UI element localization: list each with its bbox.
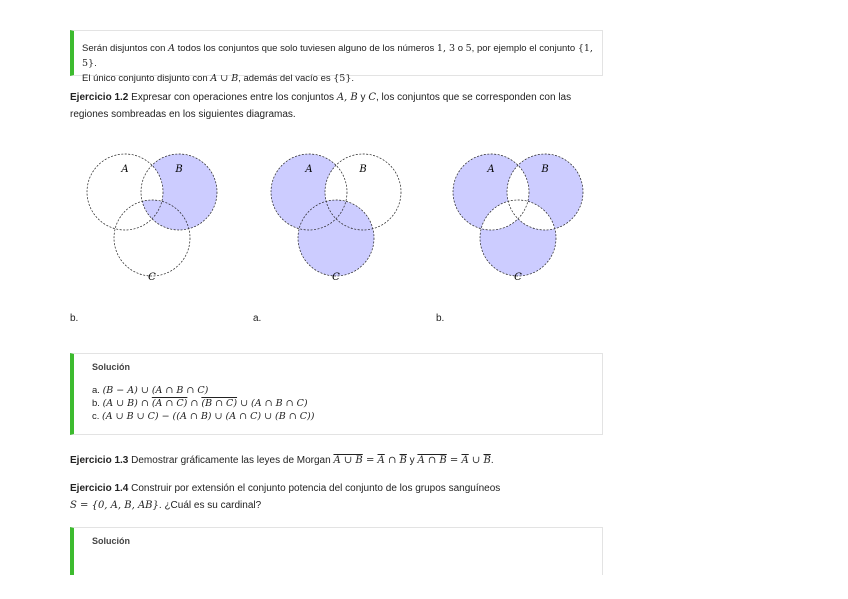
- label-b: B: [175, 164, 183, 175]
- math-overline: (B ∩ C): [201, 398, 238, 409]
- exercise-label: Ejercicio 1.3: [70, 455, 129, 466]
- solution-title: Solución: [92, 536, 130, 546]
- math: A, B: [336, 92, 358, 103]
- math: (A ∪ B) ∩: [102, 398, 152, 409]
- text: El único conjunto disjunto con: [82, 73, 211, 84]
- diagram-caption-2: a.: [253, 313, 262, 324]
- solution-box-2: [70, 527, 603, 575]
- exercise-label: Ejercicio 1.2: [70, 92, 129, 103]
- math-overline: (A ∩ C): [151, 398, 188, 409]
- text: , los conjuntos que se corresponden con las: [375, 92, 572, 103]
- solution-item-b: [92, 397, 314, 410]
- text: Expresar con operaciones entre los conjuntos: [128, 92, 337, 103]
- answer-box: [70, 30, 603, 84]
- label-c: C: [332, 272, 340, 283]
- answer-line-1: [82, 41, 594, 71]
- math-overline: $\overline{B}$: [483, 455, 491, 466]
- text: Demostrar gráficamente las leyes de Morgan: [128, 455, 334, 466]
- math: {5}: [333, 73, 352, 84]
- math: ∩: [384, 455, 400, 466]
- venn-diagram-2: [266, 150, 411, 290]
- math: =: [446, 455, 462, 466]
- text: .: [490, 455, 494, 466]
- item-prefix: c.: [92, 411, 103, 422]
- math-overline: $\overline{A}$: [461, 455, 469, 466]
- math-overline: $\overline{A}$: [377, 455, 385, 466]
- item-prefix: a.: [92, 385, 103, 396]
- math-overline: A ∩ B: [417, 455, 447, 466]
- text: .: [94, 58, 97, 69]
- math: C: [368, 92, 376, 103]
- math: {1, 5}: [82, 43, 593, 69]
- text: y: [357, 92, 369, 103]
- text: , por ejemplo el conjunto: [471, 43, 578, 54]
- venn-diagram-1: [82, 150, 227, 290]
- solution-item-a: [92, 384, 314, 397]
- answer-line-2: [82, 71, 594, 86]
- math: ∪ (A ∩ B ∩ C): [237, 398, 308, 409]
- venn-diagram-3: [448, 150, 593, 290]
- text: , además del vacío es: [238, 73, 334, 84]
- label-b: B: [541, 164, 549, 175]
- math: A ∪ B: [210, 73, 239, 84]
- solution-box-1: [70, 353, 603, 435]
- region-exactly-one: [453, 154, 583, 276]
- text: todos los conjuntos que solo tuviesen alguno de los números: [174, 43, 437, 54]
- exercise-1-4: [70, 480, 610, 514]
- math-overline: $\overline{B}$: [399, 455, 407, 466]
- math: S = {0, A, B, AB}: [70, 500, 159, 511]
- math: 5: [465, 43, 472, 54]
- text: o: [455, 43, 466, 54]
- math: (B − A) ∪ (A ∩ B ∩ C): [102, 385, 209, 396]
- math: =: [362, 455, 378, 466]
- text: y: [406, 455, 418, 466]
- math-overline: A ∪ B: [333, 455, 363, 466]
- math: ∪: [468, 455, 484, 466]
- label-c: C: [148, 272, 156, 283]
- label-b: B: [359, 164, 367, 175]
- diagram-caption-1: b.: [70, 313, 79, 324]
- text: regiones sombreadas en los siguientes diagramas.: [70, 109, 296, 120]
- math: ∩: [187, 398, 202, 409]
- label-a: A: [121, 164, 129, 175]
- text: . ¿Cuál es su cardinal?: [158, 500, 262, 511]
- exercise-1-2: [70, 89, 610, 123]
- text: Construir por extensión el conjunto potencia del conjunto de los grupos sanguíneos: [128, 483, 501, 494]
- text: Serán disjuntos con: [82, 43, 169, 54]
- math: A: [168, 43, 175, 54]
- label-a: A: [305, 164, 313, 175]
- math: 1, 3: [436, 43, 456, 54]
- label-a: A: [487, 164, 495, 175]
- item-prefix: b.: [92, 398, 103, 409]
- diagram-caption-3: b.: [436, 313, 445, 324]
- solution-title: Solución: [92, 362, 130, 372]
- solution-list: [92, 384, 314, 423]
- exercise-1-3: [70, 452, 610, 469]
- solution-item-c: [92, 410, 314, 423]
- math: (A ∪ B ∪ C) − ((A ∩ B) ∪ (A ∩ C) ∪ (B ∩ C)): [102, 411, 315, 422]
- text: .: [351, 73, 355, 84]
- exercise-label: Ejercicio 1.4: [70, 483, 129, 494]
- label-c: C: [514, 272, 522, 283]
